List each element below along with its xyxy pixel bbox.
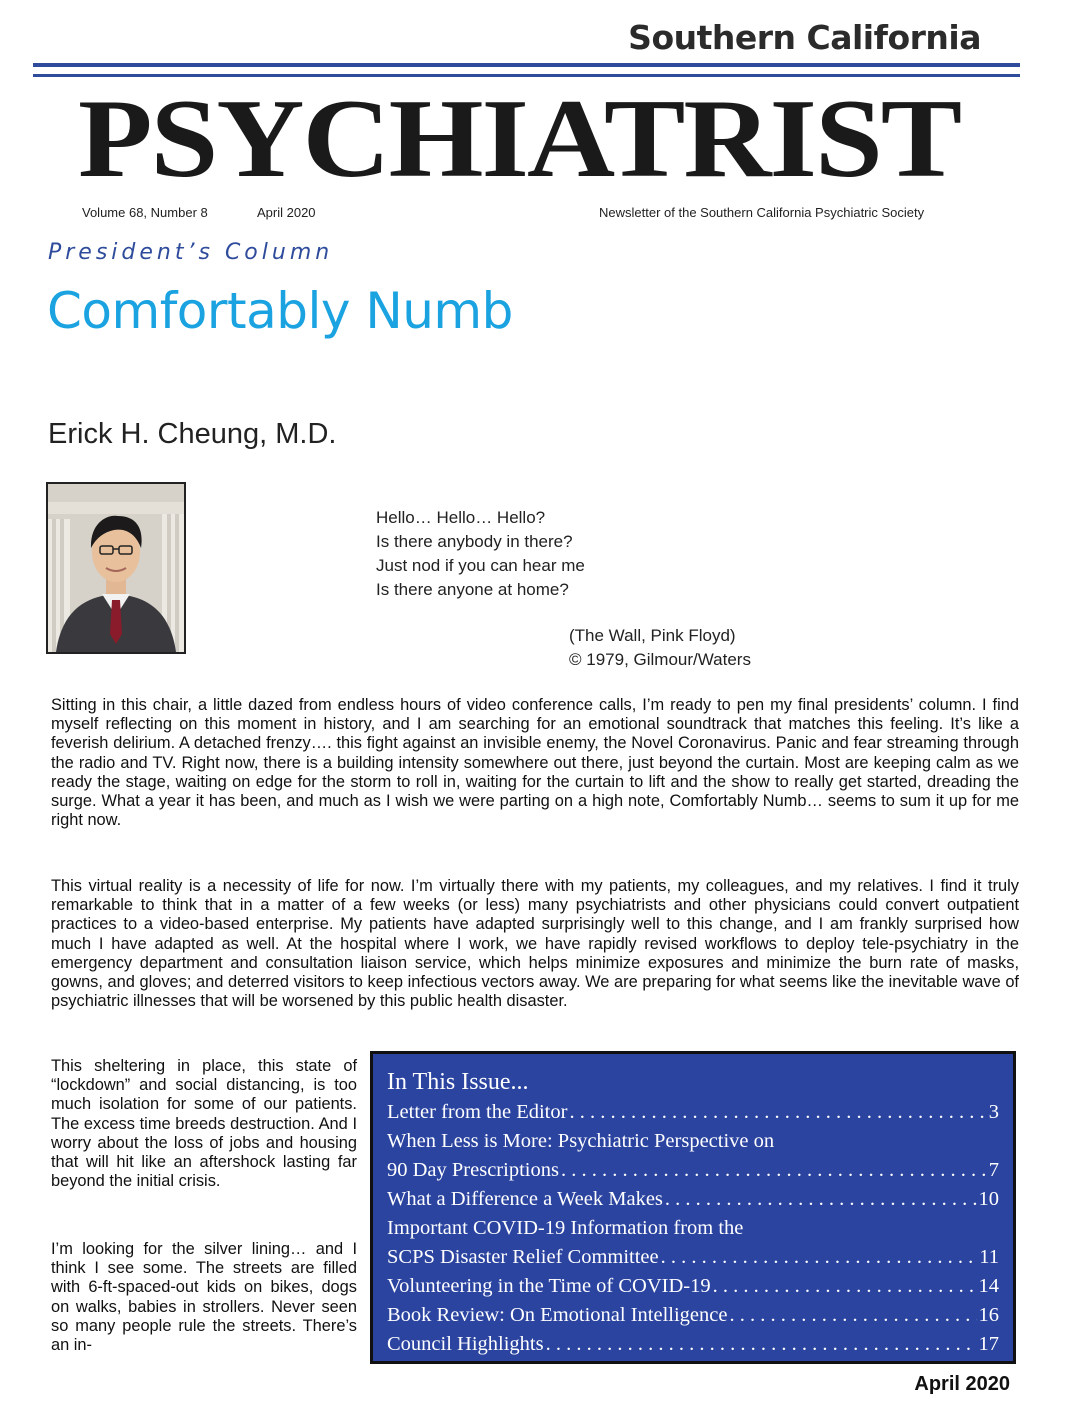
- toc-item-page: 16: [978, 1304, 999, 1326]
- lyric-line: Just nod if you can hear me: [376, 556, 585, 575]
- toc-item-covid-information[interactable]: [387, 1214, 999, 1243]
- toc-item-title: Book Review: On Emotional Intelligence: [387, 1304, 728, 1326]
- author-photo: [46, 482, 186, 654]
- toc-leader: [561, 1156, 987, 1185]
- masthead-title: PSYCHIATRIST: [78, 76, 961, 201]
- lyrics-credit: [569, 624, 751, 672]
- toc-leader: [729, 1301, 976, 1330]
- body-paragraph-3: This sheltering in place, this state of “lockdown” and social distancing, is too much isolation for some of our patients. The excess time breeds destruction. And I worry about the loss of jobs and housing that will hit like an aftershock lasting far beyond the initial crisis.: [51, 1057, 357, 1191]
- toc-item-week-makes[interactable]: [387, 1185, 999, 1214]
- lyric-line: Is there anybody in there?: [376, 532, 573, 551]
- toc-leader: [665, 1185, 977, 1214]
- newsletter-tagline: Newsletter of the Southern California Psychiatric Society: [599, 205, 925, 220]
- article-author: Erick H. Cheung, M.D.: [48, 418, 337, 450]
- in-this-issue-title: In This Issue...: [387, 1069, 529, 1095]
- toc-leader: [713, 1272, 977, 1301]
- body-paragraph-4: I’m looking for the silver lining… and I think I see some. The streets are filled with 6-ft-spaced-out kids on bikes, dogs on walks, babies in strollers. Never seen so many people rule the streets. There’s an in-: [51, 1240, 357, 1355]
- lyric-line: Hello… Hello… Hello?: [376, 508, 546, 527]
- toc-item-page: 17: [978, 1333, 999, 1355]
- credit-line: © 1979, Gilmour/Waters: [569, 650, 751, 669]
- toc-item-page: 3: [988, 1101, 999, 1123]
- toc-item-title: SCPS Disaster Relief Committee: [387, 1246, 659, 1268]
- volume-info: Volume 68, Number 8: [82, 205, 208, 220]
- issue-date: April 2020: [257, 205, 316, 220]
- article-headline: Comfortably Numb: [47, 282, 513, 340]
- toc-item-when-less-is-more[interactable]: [387, 1127, 999, 1156]
- toc-item-disaster-relief[interactable]: [387, 1243, 999, 1272]
- masthead-region: Southern California: [628, 18, 981, 57]
- toc-item-letter-from-editor[interactable]: [387, 1098, 999, 1127]
- toc-item-title: 90 Day Prescriptions: [387, 1159, 559, 1181]
- masthead-rule-top: [33, 63, 1020, 67]
- in-this-issue-box: [370, 1051, 1016, 1364]
- credit-line: (The Wall, Pink Floyd): [569, 626, 736, 645]
- footer-date: April 2020: [914, 1373, 1010, 1395]
- toc-item-title: What a Difference a Week Makes: [387, 1188, 663, 1210]
- toc-item-title: Letter from the Editor: [387, 1101, 568, 1123]
- toc-item-page: 7: [988, 1159, 999, 1181]
- toc-item-book-review[interactable]: [387, 1301, 999, 1330]
- column-kicker: President’s Column: [48, 240, 334, 265]
- toc-item-title: Council Highlights: [387, 1333, 544, 1355]
- portrait-illustration: [48, 484, 184, 652]
- toc-leader: [569, 1098, 986, 1127]
- lyrics-block: [376, 506, 585, 602]
- body-paragraph-1: Sitting in this chair, a little dazed from endless hours of video conference calls, I’m ready to pen my final presidents’ column. I find myself reflecting on this moment in history, and I am searching for an emotional soundtrack that matches this feeling. It’s like a feverish delirium. A detached frenzy…. this fight against an invisible enemy, the Novel Coronavirus. Panic and fear streaming through the radio and TV. Right now, there is a building intensity somewhere out there, just beyond the curtain. Most are keeping calm as we ready the stage, waiting on edge for the storm to roll in, waiting for the curtain to lift and the show to really get started, dreading the surge. What a year it has been, and much as I wish we were parting on a high note, Comfortably Numb… seems to sum it up for me right now.: [51, 696, 1019, 830]
- toc-item-council-highlights[interactable]: [387, 1330, 999, 1359]
- toc-item-page: 10: [978, 1188, 999, 1210]
- body-paragraph-2: This virtual reality is a necessity of life for now. I’m virtually there with my patients, my colleagues, and my relatives. I find it truly remarkable to think that in a matter of a few weeks (or less) many psychiatrists and other physicians could convert outpatient practices to a video-based enterprise. My patients have adapted surprisingly well to this change, and I am frankly surprised how much I have adapted as well. At the hospital where I work, we have rapidly revised workflows to deploy tele-psychiatry in the emergency department and consultation liaison service, which helps minimize exposures and minimize the burn rate of masks, gowns, and gloves; and deterred visitors to keep infectious vectors away. We are preparing for what seems like the inevitable wave of psychiatric illnesses that will be worsened by this public health disaster.: [51, 877, 1019, 1011]
- toc-item-title: Important COVID-19 Information from the: [387, 1217, 744, 1239]
- toc-item-90-day-prescriptions[interactable]: [387, 1156, 999, 1185]
- toc-item-title: When Less is More: Psychiatric Perspective on: [387, 1130, 775, 1152]
- toc-item-title: Volunteering in the Time of COVID-19: [387, 1275, 711, 1297]
- toc-leader: [546, 1330, 977, 1359]
- toc-leader: [661, 1243, 978, 1272]
- toc-item-volunteering[interactable]: [387, 1272, 999, 1301]
- toc-item-page: 11: [979, 1246, 999, 1268]
- toc-item-page: 14: [978, 1275, 999, 1297]
- lyric-line: Is there anyone at home?: [376, 580, 569, 599]
